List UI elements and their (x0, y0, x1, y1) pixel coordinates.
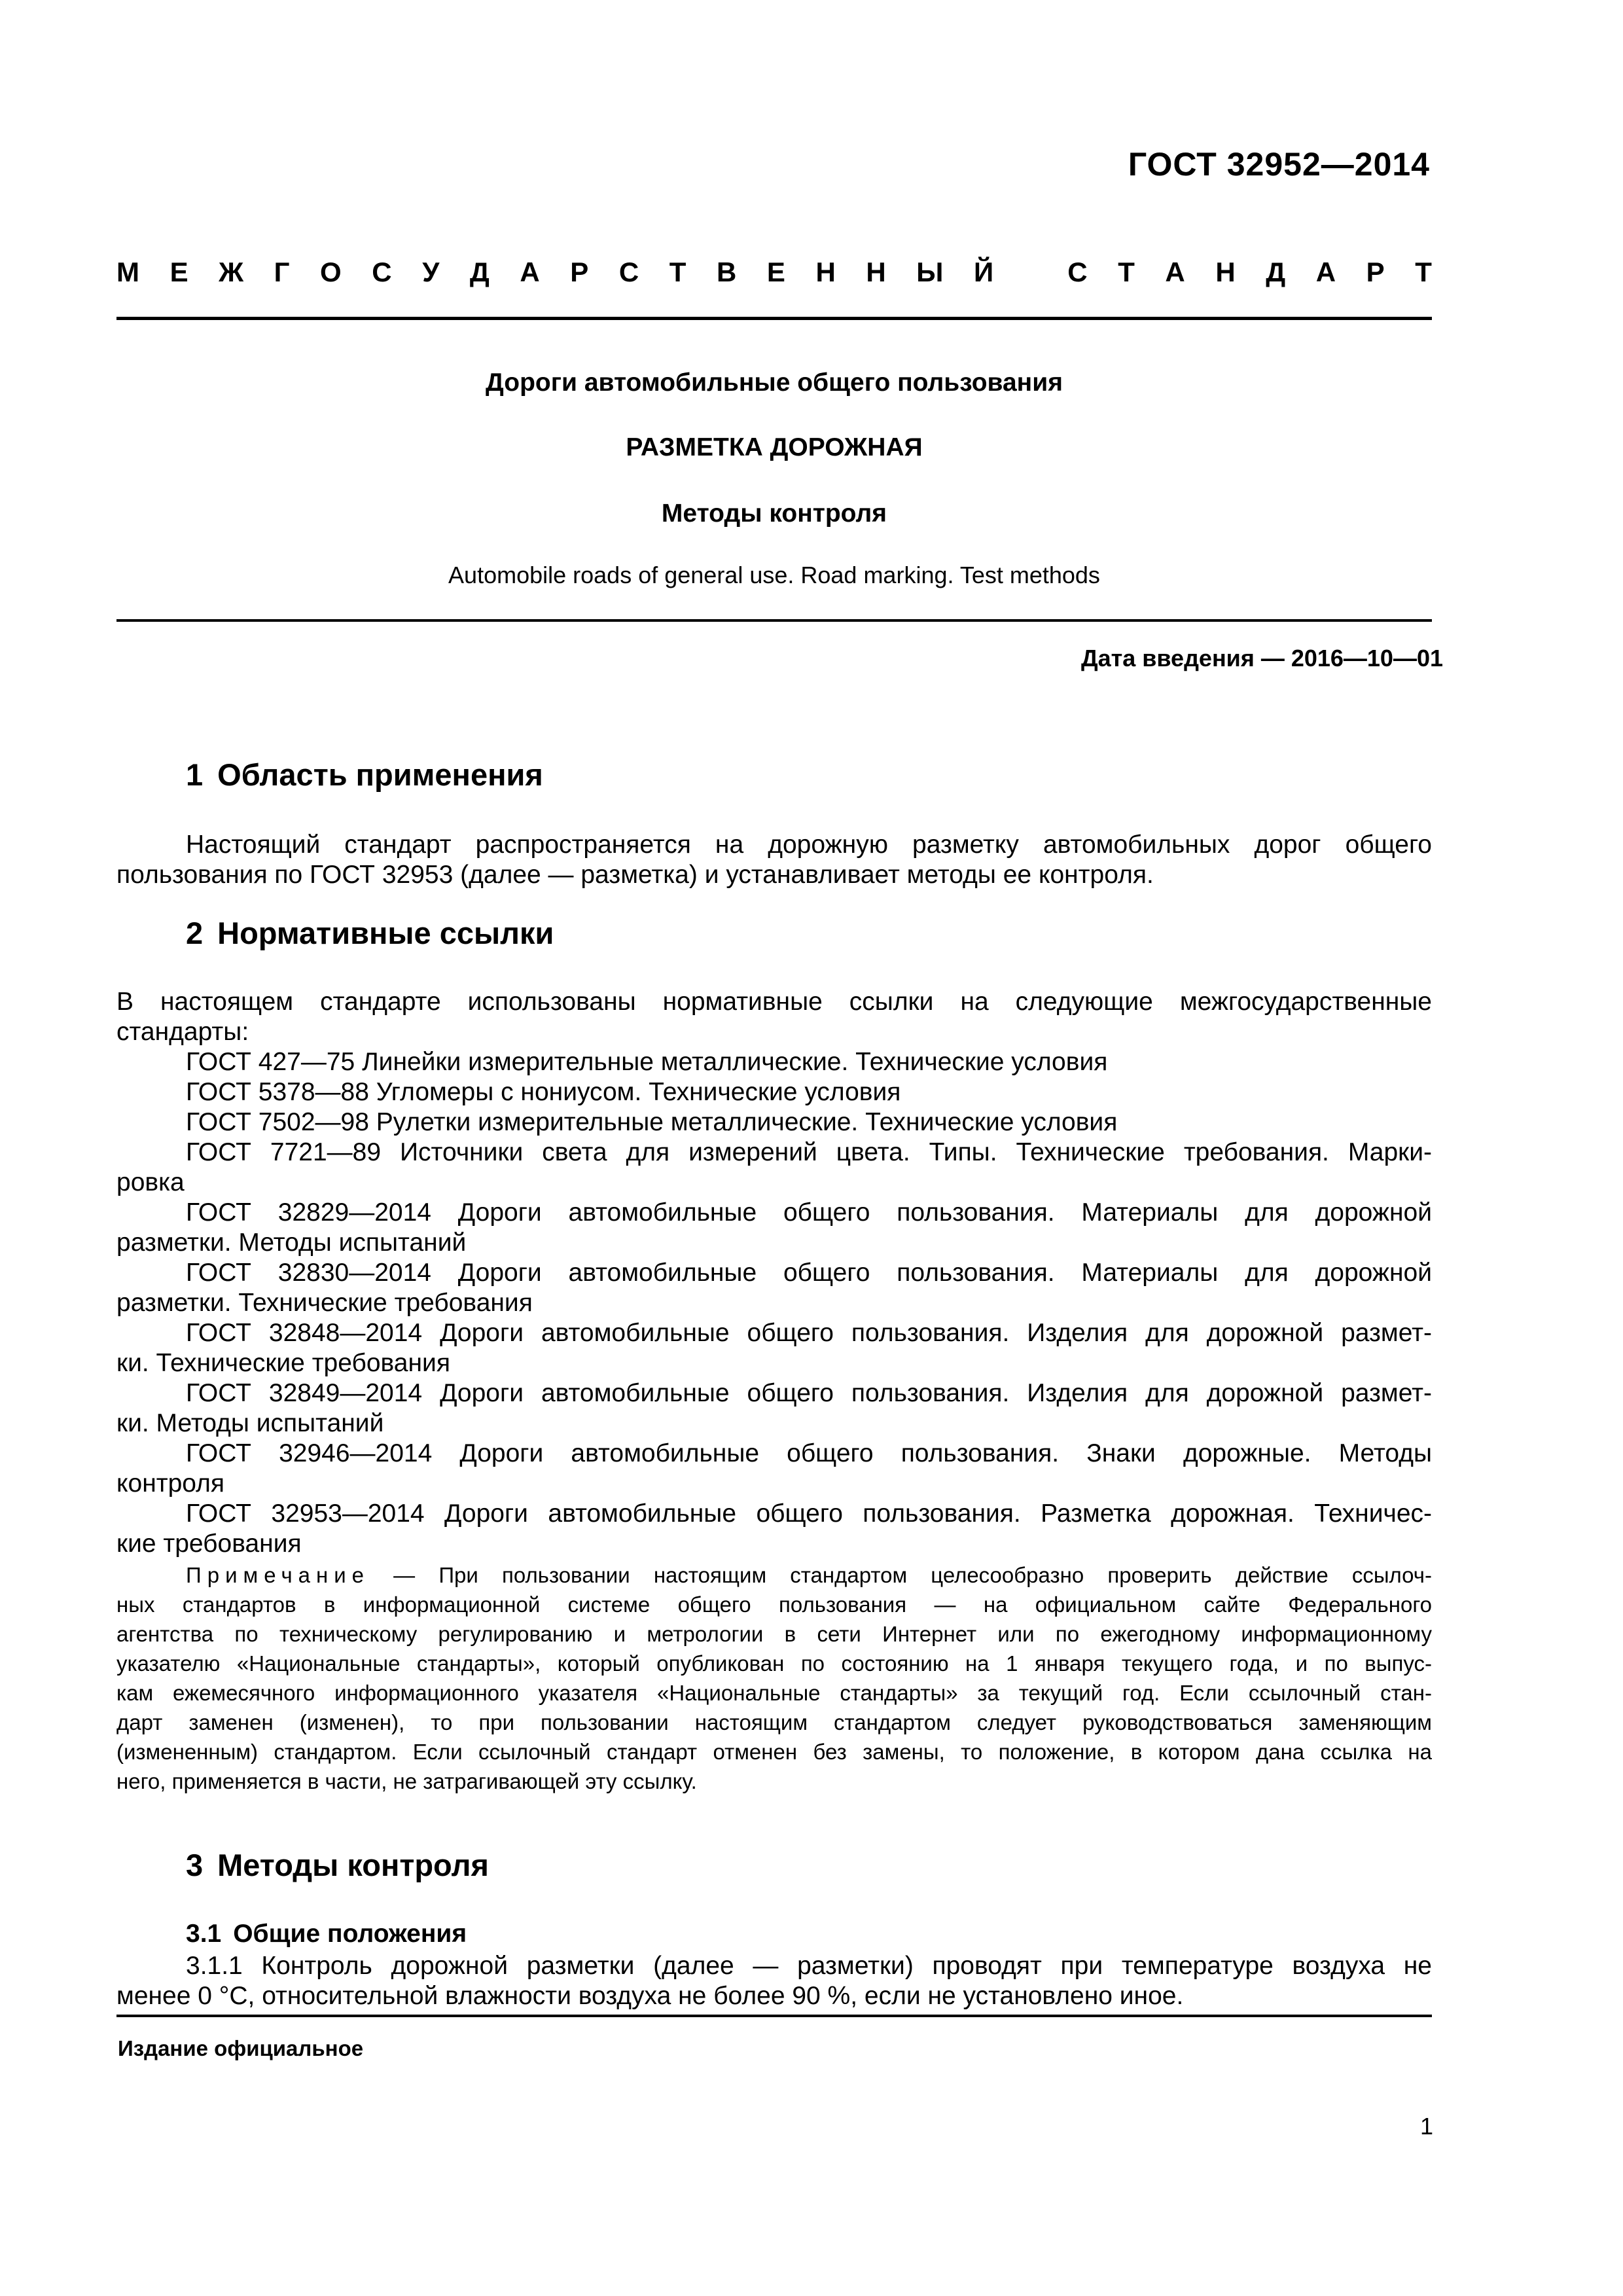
section-3-title: Методы контроля (217, 1848, 489, 1882)
reference-line: ГОСТ 32849—2014 Дороги автомобильные общего пользования. Изделия для дорожной размет- (186, 1379, 1432, 1407)
reference-line: ки. Методы испытаний (116, 1409, 384, 1437)
section-2-number: 2 (186, 916, 204, 950)
text-line: Настоящий стандарт распространяется на дорожную разметку автомобильных дорог общего (186, 831, 1432, 859)
subsection-3-1-title: Общие положения (233, 1920, 467, 1948)
banner-letter: Е (766, 257, 785, 287)
banner-letter: С (618, 257, 639, 287)
banner-letter: Н (866, 257, 886, 287)
section-1-text (116, 830, 1432, 890)
reference-line: ГОСТ 5378—88 Угломеры с нониусом. Технические условия (186, 1078, 901, 1106)
banner-letter: А (1165, 257, 1185, 287)
note-line: агентства по техническому регулированию и метрологии в сети Интернет или по ежегодному информационному (116, 1622, 1432, 1646)
document-subtitle: Методы контроля (661, 499, 887, 528)
english-title: Automobile roads of general use. Road marking. Test methods (448, 562, 1100, 588)
introduction-date: Дата введения — 2016—10—01 (1080, 645, 1443, 672)
reference-line: ГОСТ 32848—2014 Дороги автомобильные общего пользования. Изделия для дорожной размет- (186, 1319, 1432, 1347)
note-text: — При пользовании настоящим стандартом целесообразно проверить действие ссылоч- (370, 1563, 1432, 1587)
note-line: него, применяется в части, не затрагивающей эту ссылку. (116, 1769, 697, 1793)
reference-line: ровка (116, 1168, 185, 1196)
banner-letter: Г (274, 257, 290, 287)
banner-letter: Т (1118, 257, 1135, 287)
reference-line: разметки. Технические требования (116, 1289, 533, 1317)
official-edition-label: Издание официальное (118, 2036, 364, 2060)
banner-letter: У (422, 257, 440, 287)
banner-letter: С (1067, 257, 1088, 287)
normative-references (116, 987, 1432, 1559)
banner-letter: Н (1215, 257, 1236, 287)
reference-line: ки. Технические требования (116, 1349, 450, 1377)
page-number: 1 (1419, 2113, 1433, 2140)
section-2-title: Нормативные ссылки (217, 916, 554, 950)
reference-line: ГОСТ 7721—89 Источники света для измерений цвета. Типы. Технические требования. Марки- (186, 1138, 1432, 1166)
reference-line: кие требования (116, 1530, 302, 1558)
banner-letter: О (320, 257, 342, 287)
banner-letter: Д (469, 257, 490, 287)
section-3-number: 3 (186, 1848, 204, 1882)
reference-line: ГОСТ 7502—98 Рулетки измерительные металлические. Технические условия (186, 1108, 1118, 1136)
note-line: указателю «Национальные стандарты», который опубликован по состоянию на 1 января текущего года, и по выпус- (116, 1651, 1432, 1676)
text-line: стандарты: (116, 1018, 249, 1046)
banner-gap (1024, 257, 1037, 288)
section-1-title: Область применения (217, 757, 543, 792)
reference-line: ГОСТ 32953—2014 Дороги автомобильные общего пользования. Разметка дорожная. Техничес- (186, 1499, 1432, 1528)
text-line: менее 0 °С, относительной влажности воздуха не более 90 %, если не установлено иное. (116, 1982, 1184, 2010)
reference-line: ГОСТ 427—75 Линейки измерительные металлические. Технические условия (186, 1048, 1108, 1076)
section-3-heading (186, 1847, 489, 1883)
banner-letter: Н (815, 257, 836, 287)
section-3-text (116, 1951, 1432, 2011)
section-1-heading (186, 757, 543, 793)
banner-letter: Т (1415, 257, 1432, 287)
reference-line: ГОСТ 32830—2014 Дороги автомобильные общего пользования. Материалы для дорожной (186, 1259, 1432, 1287)
note-line: (измененным) стандартом. Если ссылочный стандарт отменен без замены, то положение, в котором дана ссылка на (116, 1740, 1432, 1764)
banner-letter: Ж (219, 257, 244, 287)
banner-letter: В (716, 257, 737, 287)
document-number: ГОСТ 32952—2014 (1128, 146, 1430, 183)
reference-line: контроля (116, 1469, 224, 1498)
banner-letter: Е (169, 257, 188, 287)
text-line: 3.1.1 Контроль дорожной разметки (далее — разметки) проводят при температуре воздуха не (186, 1952, 1432, 1980)
section-2-heading (186, 915, 554, 951)
text-line: пользования по ГОСТ 32953 (далее — разметка) и устанавливает методы ее контроля. (116, 861, 1154, 889)
banner-letter: Р (1366, 257, 1385, 287)
top-rule (116, 317, 1432, 320)
section-1-number: 1 (186, 757, 204, 792)
banner-letter: М (116, 257, 139, 287)
banner-letter: Р (570, 257, 589, 287)
banner-letter: А (1315, 257, 1336, 287)
banner-letter: Т (669, 257, 687, 287)
banner-letter: Ы (916, 257, 944, 287)
document-title: РАЗМЕТКА ДОРОЖНАЯ (626, 433, 923, 461)
title-rule (116, 619, 1432, 622)
banner-letter: Д (1266, 257, 1286, 287)
note-line: кам ежемесячного информационного указателя «Национальные стандарты» за текущий год. Если ссылочный стан- (116, 1681, 1432, 1705)
subsection-3-1-number: 3.1 (186, 1920, 222, 1948)
banner-letter: Й (973, 257, 994, 287)
reference-line: ГОСТ 32829—2014 Дороги автомобильные общего пользования. Материалы для дорожной (186, 1198, 1432, 1227)
reference-line: разметки. Методы испытаний (116, 1229, 467, 1257)
note-label: Примечание (186, 1563, 370, 1587)
footer-rule (116, 2015, 1432, 2017)
banner-letter: А (520, 257, 540, 287)
reference-line: ГОСТ 32946—2014 Дороги автомобильные общего пользования. Знаки дорожные. Методы (186, 1439, 1432, 1467)
standard-type-banner (116, 257, 1432, 288)
text-line: В настоящем стандарте использованы нормативные ссылки на следующие межгосударственные (116, 988, 1432, 1016)
note-line: дарт заменен (изменен), то при пользовании настоящим стандартом следует руководствоваться заменяющим (116, 1710, 1432, 1734)
note-line (116, 1560, 1432, 1590)
note-line: ных стандартов в информационной системе общего пользования — на официальном сайте Федерального (116, 1592, 1432, 1617)
references-note (116, 1560, 1432, 1796)
document-subject: Дороги автомобильные общего пользования (486, 368, 1063, 397)
subsection-3-1-heading (186, 1920, 467, 1948)
banner-letter: С (372, 257, 392, 287)
